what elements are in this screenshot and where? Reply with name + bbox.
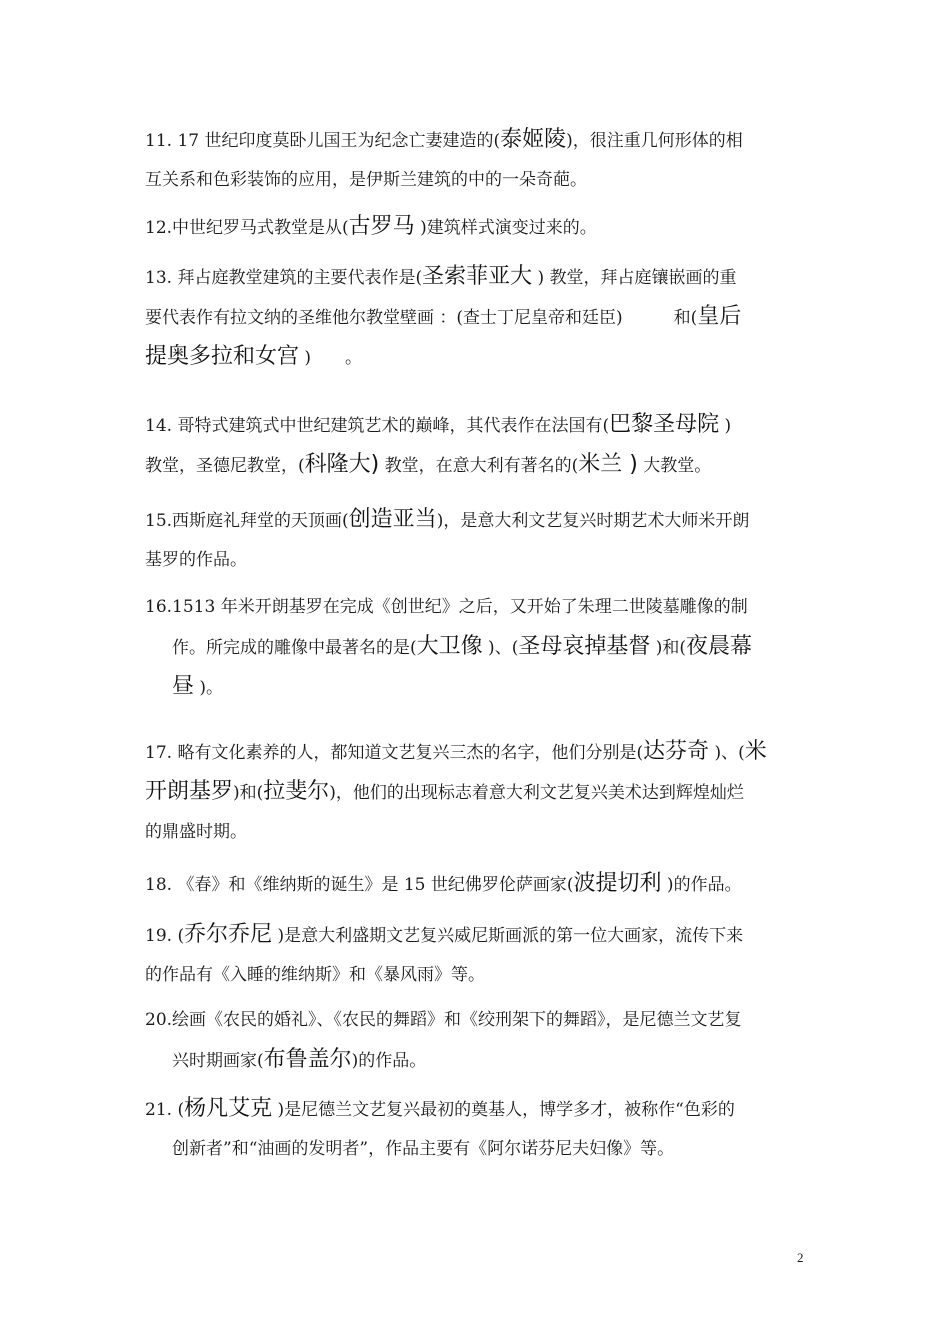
handwritten-answer: 大卫像: [416, 634, 483, 659]
printed-text: )和(: [650, 638, 687, 658]
text-line: [145, 500, 815, 540]
handwritten-answer: 古罗马: [348, 214, 415, 239]
printed-text: )是意大利盛期文艺复兴威尼斯画派的第一位大画家，流传下来: [272, 926, 744, 946]
text-line: [145, 915, 815, 955]
printed-text: )。: [194, 678, 224, 698]
text-line: [145, 160, 815, 200]
question-12: [145, 207, 815, 247]
printed-text: 12.中世纪罗马式教堂是从(: [145, 218, 349, 238]
text-line: [145, 732, 815, 772]
handwritten-answer: 泰姬陵: [500, 127, 567, 152]
printed-text: 13. 拜占庭教堂建筑的主要代表作是(: [145, 268, 423, 288]
text-line: [145, 1089, 815, 1129]
printed-text: )的作品。: [661, 875, 742, 895]
printed-text: 11. 17 世纪印度莫卧儿国王为纪念亡妻建造的(: [145, 131, 501, 151]
text-line: [145, 1129, 815, 1169]
page-number: 2: [797, 1250, 804, 1265]
text-line: [145, 587, 815, 627]
handwritten-answer: 巴黎圣母院: [609, 412, 720, 437]
text-line: [145, 812, 815, 852]
question-15: [145, 500, 815, 580]
handwritten-answer: 拉斐尔: [263, 779, 330, 804]
handwritten-answer: 提奥多拉和女宫: [145, 344, 300, 369]
question-17: [145, 732, 815, 852]
text-line: [145, 405, 815, 445]
printed-text: ) 。: [299, 348, 363, 368]
printed-text: )、(: [709, 743, 745, 763]
printed-text: )建筑样式演变过来的。: [414, 218, 597, 238]
handwritten-answer: 杨凡艾克: [184, 1096, 273, 1121]
text-line: [145, 337, 815, 377]
handwritten-answer: 布鲁盖尔: [263, 1047, 352, 1072]
printed-text: 大教堂。: [637, 456, 712, 476]
handwritten-answer: 开朗基罗: [145, 779, 234, 804]
handwritten-answer: 波提切利: [573, 871, 662, 896]
text-line: [145, 445, 815, 485]
text-line: [145, 540, 815, 580]
handwritten-answer: 科隆大): [304, 452, 380, 477]
handwritten-answer: 米: [744, 739, 767, 764]
handwritten-answer: 圣母哀掉基督: [518, 634, 651, 659]
text-line: [145, 627, 815, 667]
printed-text: 14. 哥特式建筑式中世纪建筑艺术的巅峰，其代表作在法国有(: [145, 416, 610, 436]
handwritten-answer: 米兰 ): [578, 452, 638, 477]
question-20: [145, 1000, 815, 1080]
handwritten-answer: 圣索菲亚大: [422, 264, 533, 289]
printed-text: )、(: [482, 638, 519, 658]
printed-text: 教堂，圣德尼教堂，(: [145, 456, 305, 476]
printed-text: )，是意大利文艺复兴时期艺术大师米开朗: [436, 511, 750, 531]
printed-text: 创新者”和“油画的发明者”，作品主要有《阿尔诺芬尼夫妇像》等。: [172, 1139, 675, 1159]
printed-text: 教堂，在意大利有著名的(: [379, 456, 579, 476]
handwritten-answer: 乔尔乔尼: [184, 922, 273, 947]
text-line: [145, 1040, 815, 1080]
printed-text: )的作品。: [351, 1051, 427, 1071]
printed-text: 16.1513 年米开朗基罗在完成《创世纪》之后，又开始了朱理二世陵墓雕像的制: [145, 597, 748, 617]
printed-text: )是尼德兰文艺复兴最初的奠基人，博学多才，被称作“色彩的: [272, 1100, 735, 1120]
text-line: [145, 120, 815, 160]
handwritten-answer: 昼: [172, 674, 195, 699]
question-14: [145, 405, 815, 485]
printed-text: )，他们的出现标志着意大利文艺复兴美术达到辉煌灿烂: [329, 783, 744, 803]
text-line: [145, 207, 815, 247]
printed-text: 15.西斯庭礼拜堂的天顶画(: [145, 511, 349, 531]
printed-text: 19. (: [145, 926, 185, 946]
question-21: [145, 1089, 815, 1169]
printed-text: 21. (: [145, 1100, 185, 1120]
printed-text: )，很注重几何形体的相: [566, 131, 743, 151]
handwritten-answer: 皇后: [697, 304, 742, 329]
printed-text: 作。所完成的雕像中最著名的是(: [172, 638, 417, 658]
text-line: [145, 667, 815, 707]
printed-text: 的作品有《入睡的维纳斯》和《暴风雨》等。: [145, 965, 485, 985]
printed-text: ): [719, 416, 732, 436]
handwritten-answer: 创造亚当: [348, 507, 437, 532]
question-19: [145, 915, 815, 995]
text-line: [145, 1000, 815, 1040]
text-line: [145, 772, 815, 812]
text-line: [145, 257, 815, 297]
question-13: [145, 257, 815, 377]
question-16: [145, 587, 815, 707]
question-11: [145, 120, 815, 200]
printed-text: 的鼎盛时期。: [145, 822, 247, 842]
text-line: [145, 864, 815, 904]
handwritten-answer: 达芬奇: [643, 739, 710, 764]
printed-text: 互关系和色彩装饰的应用，是伊斯兰建筑的中的一朵奇葩。: [145, 170, 587, 190]
printed-text: )和(: [233, 783, 264, 803]
printed-text: 要代表作有拉文纳的圣维他尔教堂壁画 ：(查士丁尼皇帝和廷臣) 和(: [145, 308, 698, 328]
text-line: [145, 955, 815, 995]
printed-text: 17. 略有文化素养的人，都知道文艺复兴三杰的名字，他们分别是(: [145, 743, 644, 763]
printed-text: 基罗的作品。: [145, 550, 247, 570]
printed-text: 18. 《春》和《维纳斯的诞生》是 15 世纪佛罗伦萨画家(: [145, 875, 574, 895]
handwritten-answer: 夜晨幕: [686, 634, 753, 659]
text-line: [145, 297, 815, 337]
printed-text: 20.绘画《农民的婚礼》、《农民的舞蹈》和《绞刑架下的舞蹈》，是尼德兰文艺复: [145, 1010, 742, 1030]
question-18: [145, 864, 815, 904]
printed-text: 兴时期画家(: [172, 1051, 264, 1071]
printed-text: ) 教堂，拜占庭镶嵌画的重: [532, 268, 737, 288]
